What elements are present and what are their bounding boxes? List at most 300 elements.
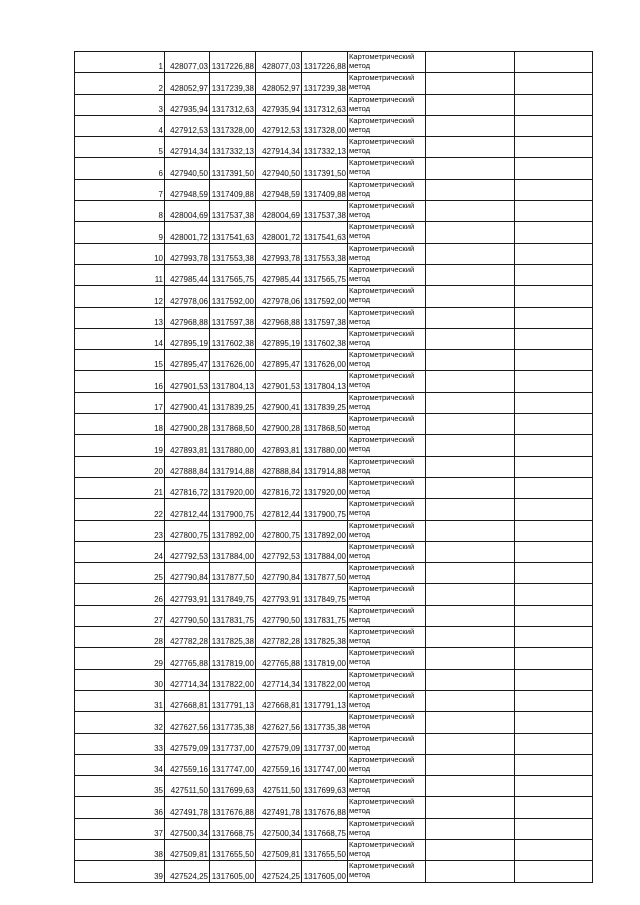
y-new-cell: 1317676,88 — [302, 797, 348, 818]
y-old-cell: 1317391,50 — [210, 158, 256, 179]
y-new-cell: 1317541,63 — [302, 222, 348, 243]
x-old-cell: 427714,34 — [165, 669, 210, 690]
empty-cell — [515, 541, 593, 562]
empty-cell — [426, 328, 515, 349]
point-number-cell: 29 — [75, 648, 165, 669]
x-new-cell: 427901,53 — [256, 371, 302, 392]
x-old-cell: 427993,78 — [165, 243, 210, 264]
x-new-cell: 427491,78 — [256, 797, 302, 818]
point-number-cell: 21 — [75, 477, 165, 498]
empty-cell — [426, 776, 515, 797]
table-row — [75, 456, 593, 477]
y-new-cell: 1317877,50 — [302, 563, 348, 584]
point-number-cell: 30 — [75, 669, 165, 690]
x-old-cell: 427816,72 — [165, 477, 210, 498]
point-number-cell: 23 — [75, 520, 165, 541]
empty-cell — [426, 392, 515, 413]
y-old-cell: 1317332,13 — [210, 137, 256, 158]
x-old-cell: 427509,81 — [165, 839, 210, 860]
empty-cell — [426, 371, 515, 392]
empty-cell — [515, 499, 593, 520]
table-row — [75, 818, 593, 839]
empty-cell — [515, 52, 593, 73]
x-old-cell: 427912,53 — [165, 115, 210, 136]
empty-cell — [515, 584, 593, 605]
x-new-cell: 427790,50 — [256, 605, 302, 626]
x-new-cell: 427559,16 — [256, 754, 302, 775]
x-new-cell: 427895,47 — [256, 350, 302, 371]
x-old-cell: 427524,25 — [165, 861, 210, 882]
method-cell: Картометрический метод — [348, 392, 426, 413]
x-old-cell: 427793,91 — [165, 584, 210, 605]
method-cell: Картометрический метод — [348, 52, 426, 73]
empty-cell — [426, 648, 515, 669]
y-new-cell: 1317735,38 — [302, 712, 348, 733]
empty-cell — [426, 563, 515, 584]
y-new-cell: 1317565,75 — [302, 264, 348, 285]
y-new-cell: 1317737,00 — [302, 733, 348, 754]
table-row — [75, 669, 593, 690]
y-new-cell: 1317900,75 — [302, 499, 348, 520]
y-new-cell: 1317655,50 — [302, 839, 348, 860]
table-row — [75, 73, 593, 94]
x-old-cell: 427914,34 — [165, 137, 210, 158]
x-new-cell: 427900,41 — [256, 392, 302, 413]
method-cell: Картометрический метод — [348, 158, 426, 179]
y-new-cell: 1317839,25 — [302, 392, 348, 413]
y-old-cell: 1317819,00 — [210, 648, 256, 669]
y-new-cell: 1317868,50 — [302, 414, 348, 435]
point-number-cell: 27 — [75, 605, 165, 626]
y-new-cell: 1317328,00 — [302, 115, 348, 136]
y-new-cell: 1317880,00 — [302, 435, 348, 456]
table-row — [75, 839, 593, 860]
empty-cell — [426, 797, 515, 818]
empty-cell — [515, 286, 593, 307]
table-row — [75, 307, 593, 328]
table-row — [75, 477, 593, 498]
table-row — [75, 392, 593, 413]
x-old-cell: 427893,81 — [165, 435, 210, 456]
point-number-cell: 22 — [75, 499, 165, 520]
x-new-cell: 427948,59 — [256, 179, 302, 200]
table-row — [75, 584, 593, 605]
x-old-cell: 427511,50 — [165, 776, 210, 797]
x-old-cell: 428004,69 — [165, 201, 210, 222]
x-new-cell: 428052,97 — [256, 73, 302, 94]
method-cell: Картометрический метод — [348, 328, 426, 349]
table-row — [75, 286, 593, 307]
method-cell: Картометрический метод — [348, 179, 426, 200]
x-new-cell: 427816,72 — [256, 477, 302, 498]
y-old-cell: 1317602,38 — [210, 328, 256, 349]
table-row — [75, 115, 593, 136]
point-number-cell: 12 — [75, 286, 165, 307]
empty-cell — [515, 435, 593, 456]
y-new-cell: 1317849,75 — [302, 584, 348, 605]
y-new-cell: 1317822,00 — [302, 669, 348, 690]
y-old-cell: 1317626,00 — [210, 350, 256, 371]
y-new-cell: 1317884,00 — [302, 541, 348, 562]
x-new-cell: 427579,09 — [256, 733, 302, 754]
y-new-cell: 1317892,00 — [302, 520, 348, 541]
empty-cell — [515, 477, 593, 498]
method-cell: Картометрический метод — [348, 456, 426, 477]
table-row — [75, 499, 593, 520]
method-cell: Картометрический метод — [348, 307, 426, 328]
empty-cell — [515, 839, 593, 860]
y-new-cell: 1317226,88 — [302, 52, 348, 73]
method-cell: Картометрический метод — [348, 818, 426, 839]
x-old-cell: 427491,78 — [165, 797, 210, 818]
x-new-cell: 427509,81 — [256, 839, 302, 860]
empty-cell — [426, 818, 515, 839]
method-cell: Картометрический метод — [348, 776, 426, 797]
point-number-cell: 31 — [75, 690, 165, 711]
empty-cell — [426, 73, 515, 94]
method-cell: Картометрический метод — [348, 584, 426, 605]
table-row — [75, 371, 593, 392]
y-new-cell: 1317602,38 — [302, 328, 348, 349]
x-new-cell: 427914,34 — [256, 137, 302, 158]
method-cell: Картометрический метод — [348, 499, 426, 520]
empty-cell — [515, 392, 593, 413]
empty-cell — [515, 754, 593, 775]
point-number-cell: 20 — [75, 456, 165, 477]
x-new-cell: 428001,72 — [256, 222, 302, 243]
table-row — [75, 563, 593, 584]
y-old-cell: 1317655,50 — [210, 839, 256, 860]
method-cell: Картометрический метод — [348, 648, 426, 669]
y-old-cell: 1317920,00 — [210, 477, 256, 498]
empty-cell — [515, 861, 593, 882]
point-number-cell: 17 — [75, 392, 165, 413]
empty-cell — [515, 201, 593, 222]
x-old-cell: 427895,47 — [165, 350, 210, 371]
empty-cell — [426, 435, 515, 456]
empty-cell — [426, 584, 515, 605]
empty-cell — [426, 158, 515, 179]
x-new-cell: 428077,03 — [256, 52, 302, 73]
empty-cell — [515, 690, 593, 711]
y-old-cell: 1317747,00 — [210, 754, 256, 775]
x-new-cell: 427993,78 — [256, 243, 302, 264]
point-number-cell: 7 — [75, 179, 165, 200]
x-new-cell: 427714,34 — [256, 669, 302, 690]
x-new-cell: 427790,84 — [256, 563, 302, 584]
method-cell: Картометрический метод — [348, 605, 426, 626]
table-row — [75, 520, 593, 541]
empty-cell — [515, 818, 593, 839]
table-row — [75, 776, 593, 797]
x-old-cell: 427559,16 — [165, 754, 210, 775]
x-new-cell: 427792,53 — [256, 541, 302, 562]
empty-cell — [426, 520, 515, 541]
method-cell: Картометрический метод — [348, 115, 426, 136]
table-row — [75, 690, 593, 711]
y-old-cell: 1317226,88 — [210, 52, 256, 73]
empty-cell — [515, 179, 593, 200]
y-new-cell: 1317332,13 — [302, 137, 348, 158]
table-row — [75, 712, 593, 733]
empty-cell — [515, 797, 593, 818]
x-new-cell: 427765,88 — [256, 648, 302, 669]
empty-cell — [426, 307, 515, 328]
point-number-cell: 16 — [75, 371, 165, 392]
empty-cell — [515, 73, 593, 94]
y-old-cell: 1317565,75 — [210, 264, 256, 285]
empty-cell — [426, 414, 515, 435]
y-old-cell: 1317839,25 — [210, 392, 256, 413]
y-new-cell: 1317597,38 — [302, 307, 348, 328]
method-cell: Картометрический метод — [348, 797, 426, 818]
point-number-cell: 6 — [75, 158, 165, 179]
empty-cell — [426, 115, 515, 136]
empty-cell — [515, 158, 593, 179]
point-number-cell: 1 — [75, 52, 165, 73]
x-new-cell: 427812,44 — [256, 499, 302, 520]
y-new-cell: 1317592,00 — [302, 286, 348, 307]
empty-cell — [515, 456, 593, 477]
point-number-cell: 13 — [75, 307, 165, 328]
y-old-cell: 1317537,38 — [210, 201, 256, 222]
y-old-cell: 1317592,00 — [210, 286, 256, 307]
x-old-cell: 427968,88 — [165, 307, 210, 328]
x-old-cell: 427812,44 — [165, 499, 210, 520]
y-new-cell: 1317819,00 — [302, 648, 348, 669]
y-new-cell: 1317914,88 — [302, 456, 348, 477]
empty-cell — [426, 222, 515, 243]
y-new-cell: 1317409,88 — [302, 179, 348, 200]
y-new-cell: 1317391,50 — [302, 158, 348, 179]
empty-cell — [426, 137, 515, 158]
x-old-cell: 427935,94 — [165, 94, 210, 115]
x-new-cell: 427935,94 — [256, 94, 302, 115]
x-old-cell: 427940,50 — [165, 158, 210, 179]
point-number-cell: 2 — [75, 73, 165, 94]
table-row — [75, 158, 593, 179]
empty-cell — [515, 669, 593, 690]
table-row — [75, 201, 593, 222]
x-old-cell: 427579,09 — [165, 733, 210, 754]
x-new-cell: 427968,88 — [256, 307, 302, 328]
method-cell: Картометрический метод — [348, 754, 426, 775]
y-new-cell: 1317920,00 — [302, 477, 348, 498]
empty-cell — [515, 648, 593, 669]
y-old-cell: 1317804,13 — [210, 371, 256, 392]
y-old-cell: 1317737,00 — [210, 733, 256, 754]
x-new-cell: 427627,56 — [256, 712, 302, 733]
y-old-cell: 1317676,88 — [210, 797, 256, 818]
method-cell: Картометрический метод — [348, 350, 426, 371]
table-row — [75, 137, 593, 158]
table-row — [75, 754, 593, 775]
point-number-cell: 34 — [75, 754, 165, 775]
x-new-cell: 427511,50 — [256, 776, 302, 797]
table-row — [75, 94, 593, 115]
point-number-cell: 19 — [75, 435, 165, 456]
method-cell: Картометрический метод — [348, 73, 426, 94]
point-number-cell: 4 — [75, 115, 165, 136]
coordinates-table-body — [75, 52, 593, 883]
empty-cell — [515, 264, 593, 285]
empty-cell — [426, 456, 515, 477]
table-row — [75, 435, 593, 456]
y-new-cell: 1317537,38 — [302, 201, 348, 222]
point-number-cell: 14 — [75, 328, 165, 349]
method-cell: Картометрический метод — [348, 243, 426, 264]
y-new-cell: 1317553,38 — [302, 243, 348, 264]
x-old-cell: 427888,84 — [165, 456, 210, 477]
x-old-cell: 427985,44 — [165, 264, 210, 285]
empty-cell — [426, 477, 515, 498]
empty-cell — [426, 690, 515, 711]
x-new-cell: 427668,81 — [256, 690, 302, 711]
x-old-cell: 427627,56 — [165, 712, 210, 733]
empty-cell — [426, 94, 515, 115]
y-old-cell: 1317328,00 — [210, 115, 256, 136]
x-old-cell: 427978,06 — [165, 286, 210, 307]
empty-cell — [426, 350, 515, 371]
empty-cell — [515, 733, 593, 754]
y-old-cell: 1317239,38 — [210, 73, 256, 94]
empty-cell — [426, 839, 515, 860]
y-old-cell: 1317900,75 — [210, 499, 256, 520]
y-new-cell: 1317668,75 — [302, 818, 348, 839]
x-old-cell: 427500,34 — [165, 818, 210, 839]
empty-cell — [426, 605, 515, 626]
y-new-cell: 1317804,13 — [302, 371, 348, 392]
y-new-cell: 1317747,00 — [302, 754, 348, 775]
empty-cell — [426, 179, 515, 200]
y-old-cell: 1317914,88 — [210, 456, 256, 477]
x-old-cell: 427900,41 — [165, 392, 210, 413]
empty-cell — [515, 243, 593, 264]
y-old-cell: 1317868,50 — [210, 414, 256, 435]
method-cell: Картометрический метод — [348, 286, 426, 307]
x-old-cell: 427948,59 — [165, 179, 210, 200]
empty-cell — [515, 627, 593, 648]
method-cell: Картометрический метод — [348, 371, 426, 392]
empty-cell — [515, 563, 593, 584]
empty-cell — [515, 115, 593, 136]
y-new-cell: 1317825,38 — [302, 627, 348, 648]
empty-cell — [515, 350, 593, 371]
table-row — [75, 222, 593, 243]
x-new-cell: 427500,34 — [256, 818, 302, 839]
x-old-cell: 427900,28 — [165, 414, 210, 435]
x-old-cell: 427790,84 — [165, 563, 210, 584]
point-number-cell: 32 — [75, 712, 165, 733]
y-new-cell: 1317791,13 — [302, 690, 348, 711]
point-number-cell: 24 — [75, 541, 165, 562]
empty-cell — [515, 776, 593, 797]
method-cell: Картометрический метод — [348, 563, 426, 584]
method-cell: Картометрический метод — [348, 264, 426, 285]
table-row — [75, 52, 593, 73]
y-new-cell: 1317831,75 — [302, 605, 348, 626]
y-old-cell: 1317892,00 — [210, 520, 256, 541]
empty-cell — [426, 52, 515, 73]
empty-cell — [515, 137, 593, 158]
table-row — [75, 861, 593, 882]
y-old-cell: 1317541,63 — [210, 222, 256, 243]
table-row — [75, 179, 593, 200]
x-new-cell: 427912,53 — [256, 115, 302, 136]
method-cell: Картометрический метод — [348, 861, 426, 882]
method-cell: Картометрический метод — [348, 712, 426, 733]
x-new-cell: 427524,25 — [256, 861, 302, 882]
table-row — [75, 541, 593, 562]
x-old-cell: 427782,28 — [165, 627, 210, 648]
x-new-cell: 427893,81 — [256, 435, 302, 456]
method-cell: Картометрический метод — [348, 201, 426, 222]
point-number-cell: 3 — [75, 94, 165, 115]
method-cell: Картометрический метод — [348, 477, 426, 498]
method-cell: Картометрический метод — [348, 690, 426, 711]
point-number-cell: 36 — [75, 797, 165, 818]
method-cell: Картометрический метод — [348, 435, 426, 456]
x-old-cell: 427668,81 — [165, 690, 210, 711]
y-new-cell: 1317626,00 — [302, 350, 348, 371]
y-new-cell: 1317239,38 — [302, 73, 348, 94]
y-old-cell: 1317822,00 — [210, 669, 256, 690]
x-new-cell: 427895,19 — [256, 328, 302, 349]
method-cell: Картометрический метод — [348, 541, 426, 562]
table-row — [75, 243, 593, 264]
empty-cell — [426, 627, 515, 648]
x-old-cell: 427792,53 — [165, 541, 210, 562]
empty-cell — [515, 222, 593, 243]
point-number-cell: 18 — [75, 414, 165, 435]
point-number-cell: 10 — [75, 243, 165, 264]
y-old-cell: 1317597,38 — [210, 307, 256, 328]
y-old-cell: 1317884,00 — [210, 541, 256, 562]
method-cell: Картометрический метод — [348, 414, 426, 435]
empty-cell — [426, 201, 515, 222]
y-old-cell: 1317849,75 — [210, 584, 256, 605]
point-number-cell: 15 — [75, 350, 165, 371]
method-cell: Картометрический метод — [348, 627, 426, 648]
x-new-cell: 427985,44 — [256, 264, 302, 285]
table-row — [75, 605, 593, 626]
x-new-cell: 427793,91 — [256, 584, 302, 605]
empty-cell — [426, 286, 515, 307]
x-new-cell: 427782,28 — [256, 627, 302, 648]
table-row — [75, 797, 593, 818]
x-old-cell: 428077,03 — [165, 52, 210, 73]
x-old-cell: 427901,53 — [165, 371, 210, 392]
empty-cell — [515, 307, 593, 328]
empty-cell — [426, 861, 515, 882]
point-number-cell: 9 — [75, 222, 165, 243]
empty-cell — [515, 371, 593, 392]
point-number-cell: 11 — [75, 264, 165, 285]
y-old-cell: 1317831,75 — [210, 605, 256, 626]
point-number-cell: 28 — [75, 627, 165, 648]
empty-cell — [515, 520, 593, 541]
method-cell: Картометрический метод — [348, 669, 426, 690]
empty-cell — [426, 499, 515, 520]
y-old-cell: 1317605,00 — [210, 861, 256, 882]
empty-cell — [515, 712, 593, 733]
point-number-cell: 39 — [75, 861, 165, 882]
method-cell: Картометрический метод — [348, 839, 426, 860]
x-old-cell: 427800,75 — [165, 520, 210, 541]
table-row — [75, 328, 593, 349]
y-new-cell: 1317605,00 — [302, 861, 348, 882]
point-number-cell: 35 — [75, 776, 165, 797]
